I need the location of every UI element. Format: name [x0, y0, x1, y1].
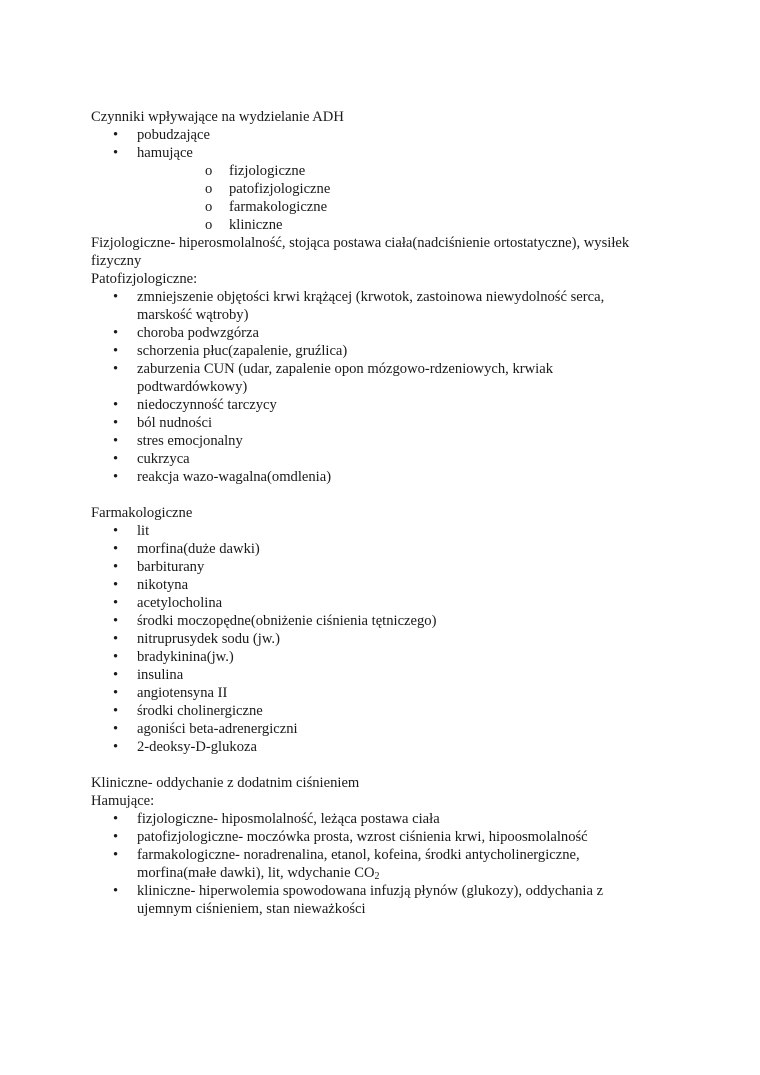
physiological-paragraph: Fizjologiczne- hiperosmolalność, stojąca postawa ciała(nadciśnienie ortostatyczne), wysiłek fizyczny: [91, 235, 630, 269]
list-item: • ból nudności: [91, 414, 651, 432]
list-item: • acetylocholina: [91, 594, 651, 612]
list-item: • środki cholinergiczne: [91, 702, 651, 720]
co2-subscript: 2: [374, 871, 380, 882]
inhibiting-subcategories-list: [137, 162, 651, 234]
list-item: • stres emocjonalny: [91, 432, 651, 450]
subcategory-item: o fizjologiczne: [137, 162, 651, 180]
list-item: • choroba podwzgórza: [91, 324, 651, 342]
blank-line: [91, 756, 651, 774]
blank-line: [91, 486, 651, 504]
pharmacological-list: [91, 522, 651, 756]
list-item: • fizjologiczne- hiposmolalność, leżąca postawa ciała: [91, 810, 651, 828]
list-item-inhibiting: [91, 144, 651, 234]
list-item: • kliniczne- hiperwolemia spowodowana infuzją płynów (glukozy), oddychania z ujemnym ciśnieniem, stan nieważkości: [91, 882, 651, 918]
list-item: • morfina(duże dawki): [91, 540, 651, 558]
list-item: • agoniści beta-adrenergiczni: [91, 720, 651, 738]
top-factors-list: [91, 126, 651, 234]
subcategory-item: o patofizjologiczne: [137, 180, 651, 198]
pharmacological-heading: Farmakologiczne: [91, 505, 193, 521]
subcategory-item: o farmakologiczne: [137, 198, 651, 216]
list-item: • cukrzyca: [91, 450, 651, 468]
document-page: [91, 108, 651, 918]
list-item: • patofizjologiczne- moczówka prosta, wzrost ciśnienia krwi, hipoosmolalność: [91, 828, 651, 846]
list-item: • zmniejszenie objętości krwi krążącej (krwotok, zastoinowa niewydolność serca, marskość wątroby): [91, 288, 651, 324]
pathophysiological-list: [91, 288, 651, 486]
list-item-text: farmakologiczne- noradrenalina, etanol, kofeina, środki antycholinergiczne, morfina(małe dawki), lit, wdychanie CO: [137, 847, 580, 881]
list-item: • lit: [91, 522, 651, 540]
list-item: • zaburzenia CUN (udar, zapalenie opon mózgowo-rdzeniowych, krwiak podtwardówkowy): [91, 360, 651, 396]
list-item: • reakcja wazo-wagalna(omdlenia): [91, 468, 651, 486]
list-item: • niedoczynność tarczycy: [91, 396, 651, 414]
subcategory-item: o kliniczne: [137, 216, 651, 234]
list-item-pharmacological: [91, 846, 651, 882]
list-item: • nikotyna: [91, 576, 651, 594]
list-item-inhibiting-label: hamujące: [137, 145, 193, 161]
list-item: • 2-deoksy-D-glukoza: [91, 738, 651, 756]
inhibiting-heading: Hamujące:: [91, 793, 155, 809]
list-item: • barbiturany: [91, 558, 651, 576]
list-item: • środki moczopędne(obniżenie ciśnienia tętniczego): [91, 612, 651, 630]
list-item: • schorzenia płuc(zapalenie, gruźlica): [91, 342, 651, 360]
list-item: • insulina: [91, 666, 651, 684]
inhibiting-list: [91, 810, 651, 918]
document-title: Czynniki wpływające na wydzielanie ADH: [91, 109, 344, 125]
pathophysiological-heading: Patofizjologiczne:: [91, 271, 198, 287]
list-item: • nitruprusydek sodu (jw.): [91, 630, 651, 648]
list-item: • bradykinina(jw.): [91, 648, 651, 666]
list-item-stimulating: • pobudzające: [91, 126, 651, 144]
list-item: • angiotensyna II: [91, 684, 651, 702]
clinical-paragraph: Kliniczne- oddychanie z dodatnim ciśnieniem: [91, 775, 360, 791]
